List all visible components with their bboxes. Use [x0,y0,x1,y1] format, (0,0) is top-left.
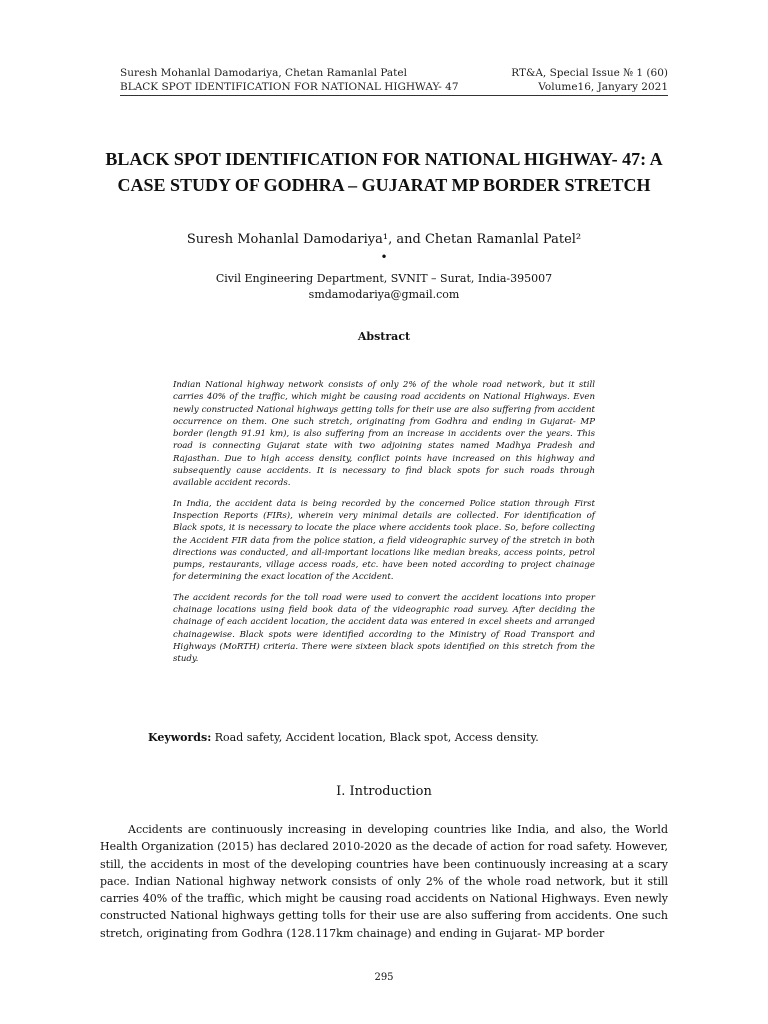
running-header [120,66,668,96]
header-row-bottom [120,80,668,94]
header-volume: Volume16, Janyary 2021 [538,81,668,93]
paper-title: BLACK SPOT IDENTIFICATION FOR NATIONAL HIGHWAY- 47: A CASE STUDY OF GODHRA – GUJARAT MP BORDER STRETCH [105,149,663,195]
keywords [148,731,668,744]
header-authors: Suresh Mohanlal Damodariya, Chetan Ramanlal Patel [120,67,407,79]
abstract-heading: Abstract [357,330,411,343]
header-row-top [120,66,668,80]
page-number: 295 [374,972,394,983]
abstract-paragraph-2: In India, the accident data is being recorded by the concerned Police station through First Inspection Reports (FIRs), wherein very minimal details are collected. For identification of Black spots, it is necessary to locate the place where accidents took place. So, before collecting the Accident FIR data from the police station, a field videographic survey of the stretch in both directions was conducted, and all-important locations like median breaks, access points, petrol pumps, restaurants, village access roads, etc. have been noted according to project chainage for determining the exact location of the Accident. [173,498,595,583]
keywords-text: Road safety, Accident location, Black spot, Access density. [214,731,539,744]
header-journal: RT&A, Special Issue № 1 (60) [511,67,668,79]
abstract-paragraph-1: Indian National highway network consists of only 2% of the whole road network, but it still carries 40% of the traffic, which might be causing road accidents on National Highways. Even newly constructed National highways getting tolls for their use are also suffering from accident occurrence on them. One such stretch, originating from Godhra and ending in Gujarat- MP border (length 91.91 km), is also suffering from an increase in accidents over the years. This road is connecting Gujarat state with two adjoining states named Madhya Pradesh and Rajasthan. Due to high access density, conflict points have increased on this highway and subsequently cause accidents. It is necessary to find black spots for such roads through available accident records. [173,380,595,489]
abstract-body [173,379,595,674]
author-list: Suresh Mohanlal Damodariya¹, and Chetan Ramanlal Patel² [186,232,582,247]
introduction-paragraph: Accidents are continuously increasing in developing countries like India, and also, the World Health Organization (2015) has declared 2010-2020 as the decade of action for road safety. However, still, the accidents in most of the developing countries have been continuously increasing at a scary pace. Indian National highway network consists of only 2% of the whole road network, but it still carries 40% of the traffic, which might be causing road accidents on National Highways. Even newly constructed National highways getting tolls for their use are also suffering from accidents. One such stretch, originating from Godhra (128.117km chainage) and ending in Gujarat- MP border [100,823,668,940]
header-running-title: BLACK SPOT IDENTIFICATION FOR NATIONAL HIGHWAY- 47 [120,81,459,93]
abstract-paragraph-3: The accident records for the toll road were used to convert the accident locations into proper chainage locations using field book data of the videographic road survey. After deciding the chainage of each accident location, the accident data was entered in excel sheets and arranged chainagewise. Black spots were identified according to the Ministry of Road Transport and Highways (MoRTH) criteria. There were sixteen black spots identified on this stretch from the study. [173,592,595,665]
affiliation-block [100,271,668,303]
keywords-label: Keywords: [148,731,212,744]
email-link[interactable]: smdamodariya@gmail.com [308,288,460,301]
section-heading-introduction: I. Introduction [336,784,432,799]
bullet-mark: • [380,250,388,264]
affiliation: Civil Engineering Department, SVNIT – Surat, India-395007 [215,272,553,285]
